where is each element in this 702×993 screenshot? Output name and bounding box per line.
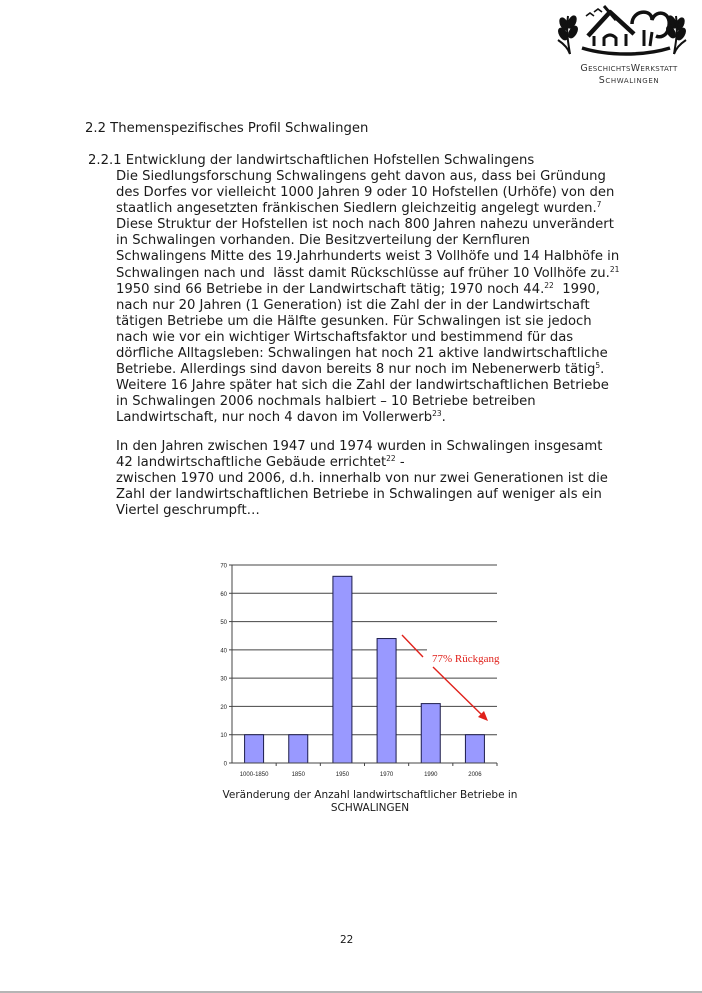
line-text: tätigen Betriebe um die Hälfte gesunken. Für Schwalingen ist sie jedoch: [116, 313, 592, 329]
y-tick-label: 50: [220, 620, 227, 627]
footnote-reference[interactable]: 23: [432, 409, 442, 419]
text-line: [116, 266, 619, 282]
text-line: [116, 471, 608, 487]
x-tick-label: 1990: [424, 772, 438, 778]
y-tick-label: 60: [220, 591, 227, 598]
line-text: Viertel geschrumpft…: [116, 503, 260, 519]
text-line: [116, 503, 608, 519]
chart-bar: [333, 576, 352, 763]
line-text: Landwirtschaft, nur noch 4 davon im Vollerwerb: [116, 410, 433, 426]
text-line: [116, 439, 608, 455]
line-text: Diese Struktur der Hofstellen ist noch nach 800 Jahren nahezu unverändert: [116, 217, 614, 233]
x-tick-label: 1970: [379, 772, 394, 778]
chart-bar: [465, 735, 484, 763]
y-tick-label: 10: [220, 733, 227, 740]
text-line: [116, 314, 619, 330]
line-text: Schwalingens Mitte des 19.Jahrhunderts weist 3 Vollhöfe und 14 Halbhöfe in: [116, 249, 620, 265]
chart-bar: [421, 704, 440, 763]
line-text-trailing: -: [395, 455, 405, 471]
line-text: Zahl der landwirtschaftlichen Betriebe in Schwalingen auf weniger als ein: [116, 487, 602, 503]
text-line: [116, 346, 619, 362]
text-line: [116, 169, 619, 185]
section-heading: 2.2 Themenspezifisches Profil Schwalingen: [85, 121, 369, 136]
line-text-trailing: .: [441, 410, 446, 426]
body-paragraph-1: [116, 169, 619, 427]
bar-chart: [205, 555, 515, 785]
chart-x-axis: [232, 763, 497, 778]
x-tick-label: 1850: [291, 772, 305, 778]
line-text: dörfliche Alltagsleben: Schwalingen hat noch 21 aktive landwirtschaftliche: [116, 346, 608, 362]
text-line: [116, 298, 619, 314]
line-text: in Schwalingen vorhanden. Die Besitzverteilung der Kernfluren: [116, 233, 531, 249]
text-line: [116, 330, 619, 346]
line-text: des Dorfes vor vielleicht 1000 Jahren 9 oder 10 Hofstellen (Urhöfe) von den: [116, 185, 615, 201]
text-line: [116, 455, 608, 471]
caption-line2: SCHWALINGEN: [330, 802, 410, 814]
text-line: [116, 185, 619, 201]
logo: [548, 2, 698, 92]
line-text: staatlich angesetzten fränkischen Siedlern gleichzeitig angelegt wurden.: [116, 201, 597, 217]
line-text: nach nur 20 Jahren (1 Generation) ist die Zahl der in der Landwirtschaft: [116, 297, 590, 313]
footnote-reference[interactable]: 22: [386, 454, 396, 464]
chart-bar: [289, 735, 308, 763]
text-line: [116, 487, 608, 503]
logo-title-line1: GeschichtsWerkstatt: [580, 63, 678, 74]
footnote-reference[interactable]: 5: [595, 361, 601, 371]
footnote-reference[interactable]: 7: [596, 200, 602, 210]
x-tick-label: 1000-1850: [239, 772, 269, 778]
chart-bar: [245, 735, 264, 763]
page-number: 22: [340, 934, 354, 946]
y-tick-label: 30: [220, 676, 227, 683]
line-text: Weitere 16 Jahre später hat sich die Zahl der landwirtschaftlichen Betriebe: [116, 378, 609, 394]
line-text: Die Siedlungsforschung Schwalingens geht davon aus, dass bei Gründung: [116, 169, 606, 184]
caption-line1: Veränderung der Anzahl landwirtschaftlicher Betriebe in: [222, 789, 518, 801]
text-line: [116, 362, 619, 378]
logo-title-line2: Schwalingen: [598, 75, 660, 86]
line-text: Betriebe. Allerdings sind davon bereits 8 nur noch im Nebenerwerb tätig: [116, 362, 596, 378]
text-line: [116, 394, 619, 410]
footnote-reference[interactable]: 22: [544, 280, 554, 290]
line-text: in Schwalingen 2006 nochmals halbiert – 10 Betriebe betreiben: [116, 394, 536, 410]
text-line: [116, 233, 619, 249]
line-text: nach wie vor ein wichtiger Wirtschaftsfaktor und bestimmend für das: [116, 329, 574, 345]
line-text-trailing: 1990,: [553, 281, 600, 297]
line-text: 1950 sind 66 Betriebe in der Landwirtschaft tätig; 1970 noch 44.: [116, 281, 545, 297]
chart-caption: [210, 789, 530, 815]
y-tick-label: 0: [223, 761, 227, 768]
text-line: [116, 249, 619, 265]
annotation-label: 77% Rückgang: [432, 653, 500, 665]
y-tick-label: 20: [220, 704, 227, 711]
line-text: 42 landwirtschaftliche Gebäude errichtet: [116, 455, 387, 471]
x-tick-label: 1950: [335, 772, 350, 778]
text-line: [116, 217, 619, 233]
x-tick-label: 2006: [468, 772, 482, 778]
body-paragraph-2: [116, 439, 608, 519]
line-text: In den Jahren zwischen 1947 und 1974 wurden in Schwalingen insgesamt: [116, 439, 603, 454]
footnote-reference[interactable]: 21: [609, 264, 620, 274]
line-text: zwischen 1970 und 2006, d.h. innerhalb von nur zwei Generationen ist die: [116, 471, 608, 487]
chart-y-axis: [220, 564, 232, 768]
text-line: [116, 282, 619, 298]
text-line: [116, 378, 619, 394]
line-text-trailing: .: [600, 362, 605, 378]
y-tick-label: 40: [220, 648, 227, 655]
text-line: [116, 201, 619, 217]
house-with-trees-and-wheat-icon: [548, 2, 698, 64]
line-text: Schwalingen nach und lässt damit Rückschlüsse auf früher 10 Vollhöfe zu.: [116, 265, 610, 281]
y-tick-label: 70: [220, 563, 227, 570]
text-line: [116, 410, 619, 426]
subsection-heading: 2.2.1 Entwicklung der landwirtschaftlichen Hofstellen Schwalingens: [88, 153, 535, 168]
chart-bar: [377, 639, 396, 763]
